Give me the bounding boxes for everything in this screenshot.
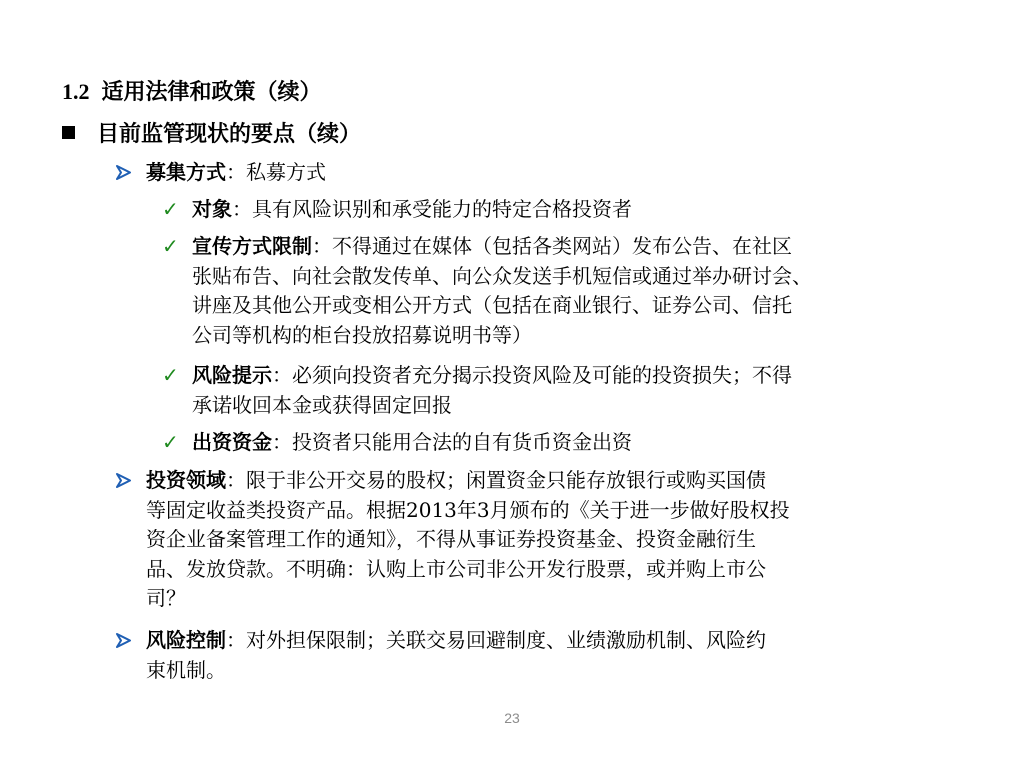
arrow-bullet-icon (114, 626, 138, 655)
slide-title (62, 76, 322, 108)
title-number: 1.2 (62, 79, 90, 104)
item-text: 公司等机构的柜台投放招募说明书等） (192, 322, 532, 347)
check-bullet-icon: ✓ (162, 197, 179, 221)
check-bullet-icon: ✓ (162, 430, 179, 454)
item-text: ：私募方式 (226, 160, 326, 184)
item-label: 募集方式 (146, 160, 226, 184)
item-text: 张贴布告、向社会散发传单、向公众发送手机短信或通过举办研讨会、 (192, 263, 812, 288)
arrow-bullet-icon (114, 466, 138, 495)
item-text: ：对外担保限制；关联交易回避制度、业绩激励机制、风险约 (226, 628, 766, 652)
item-label: 风险提示 (192, 363, 272, 387)
item-text: 束机制。 (146, 657, 226, 682)
page-number: 23 (504, 710, 520, 726)
item-label: 风险控制 (146, 628, 226, 652)
item-text: 司？ (146, 586, 186, 610)
title-text: 适用法律和政策（续） (101, 79, 322, 105)
list-item-capital-source (162, 428, 632, 458)
arrow-bullet-icon (114, 158, 138, 187)
item-text: 等固定收益类投资产品。根据2013年3月颁布的《关于进一步做好股权投 (146, 497, 790, 522)
item-text: ：必须向投资者充分揭示投资风险及可能的投资损失；不得 (272, 363, 792, 387)
item-text: 讲座及其他公开或变相公开方式（包括在商业银行、证券公司、信托 (192, 293, 792, 317)
item-text: 资企业备案管理工作的通知》，不得从事证券投资基金、投资金融衍生 (146, 527, 756, 551)
item-label: 宣传方式限制 (192, 234, 312, 258)
item-text: ：不得通过在媒体（包括各类网站）发布公告、在社区 (312, 234, 792, 258)
check-bullet-icon: ✓ (162, 234, 179, 258)
check-bullet-icon: ✓ (162, 363, 179, 387)
item-text: ：限于非公开交易的股权；闲置资金只能存放银行或购买国债 (226, 468, 766, 492)
list-item-promotion-limits (162, 232, 812, 350)
item-text: 承诺收回本金或获得固定回报 (192, 392, 452, 417)
list-item-investment-scope (114, 466, 790, 614)
list-item-risk-control (114, 626, 766, 685)
item-label: 投资领域 (146, 468, 226, 492)
item-text: 品、发放贷款。不明确：认购上市公司非公开发行股票，或并购上市公 (146, 556, 766, 581)
item-text: ：投资者只能用合法的自有货币资金出资 (272, 430, 632, 454)
section-text: 目前监管现状的要点（续） (97, 121, 362, 147)
list-item-fundraising (114, 158, 326, 188)
item-label: 出资资金 (192, 430, 272, 454)
item-label: 对象 (192, 197, 232, 221)
section-heading (62, 118, 361, 150)
square-bullet-icon (62, 126, 75, 139)
item-text: ：具有风险识别和承受能力的特定合格投资者 (232, 197, 632, 221)
list-item-target (162, 195, 632, 225)
list-item-risk-disclosure (162, 361, 792, 420)
